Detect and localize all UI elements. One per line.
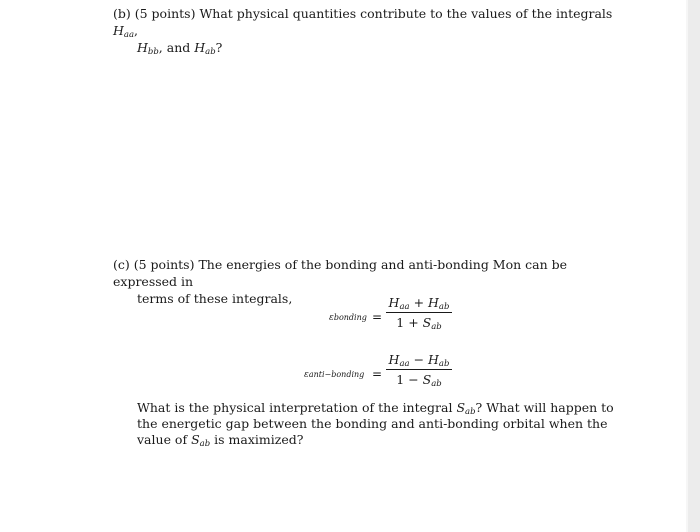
followup-text-a: What is the physical interpretation of the integral bbox=[137, 400, 453, 415]
fraction-bar bbox=[386, 312, 452, 313]
part-c-label: (c) bbox=[113, 257, 130, 272]
part-c-points: (5 points) bbox=[133, 257, 195, 272]
symbol-s-ab: $S_{ab}$ bbox=[456, 400, 476, 417]
part-b-label: (b) bbox=[113, 6, 131, 21]
symbol-h-aa: $H_{aa}$ bbox=[113, 23, 135, 40]
part-b-text: What physical quantities contribute to the values of the integrals bbox=[199, 6, 613, 21]
numerator-bonding: $H_{aa} + H_{ab}$ bbox=[388, 295, 450, 312]
question-part-c bbox=[113, 256, 623, 307]
symbol-s-ab: $S_{ab}$ bbox=[191, 432, 211, 449]
symbol-h-bb: $H_{bb}$ bbox=[137, 40, 159, 57]
symbol-h-ab: $H_{ab}$ bbox=[194, 40, 216, 57]
part-c-text-1: The energies of the bonding and anti-bonding Mon can be expressed in bbox=[113, 257, 568, 289]
followup-text-c: is maximized? bbox=[214, 432, 304, 447]
fraction-bonding bbox=[386, 295, 452, 330]
page-edge bbox=[688, 0, 700, 532]
epsilon-bonding: εbonding bbox=[329, 313, 367, 323]
followup-text-b: ? What will happen to the energetic gap between the bonding and anti-bonding orbital when the value of bbox=[137, 400, 614, 447]
fraction-bar bbox=[386, 369, 452, 370]
equals-sign: = bbox=[372, 367, 383, 381]
fraction-anti-bonding bbox=[386, 352, 452, 387]
epsilon-anti-bonding: εanti−bonding bbox=[304, 370, 365, 380]
question-part-b: (b) (5 points) What physical quantities contribute to the values of the integrals $H_{aa}$, $H_{bb}$, and $H_{ab}$? bbox=[113, 6, 613, 57]
followup-question bbox=[137, 400, 627, 448]
part-b-points: (5 points) bbox=[134, 6, 196, 21]
equals-sign: = bbox=[372, 310, 383, 324]
denominator-bonding: $1 + S_{ab}$ bbox=[396, 315, 442, 332]
denominator-anti-bonding: $1 - S_{ab}$ bbox=[396, 372, 442, 389]
and-text: , and bbox=[158, 40, 191, 55]
part-c-text-2: terms of these integrals, bbox=[137, 291, 293, 306]
numerator-anti-bonding: $H_{aa} - H_{ab}$ bbox=[388, 352, 450, 369]
